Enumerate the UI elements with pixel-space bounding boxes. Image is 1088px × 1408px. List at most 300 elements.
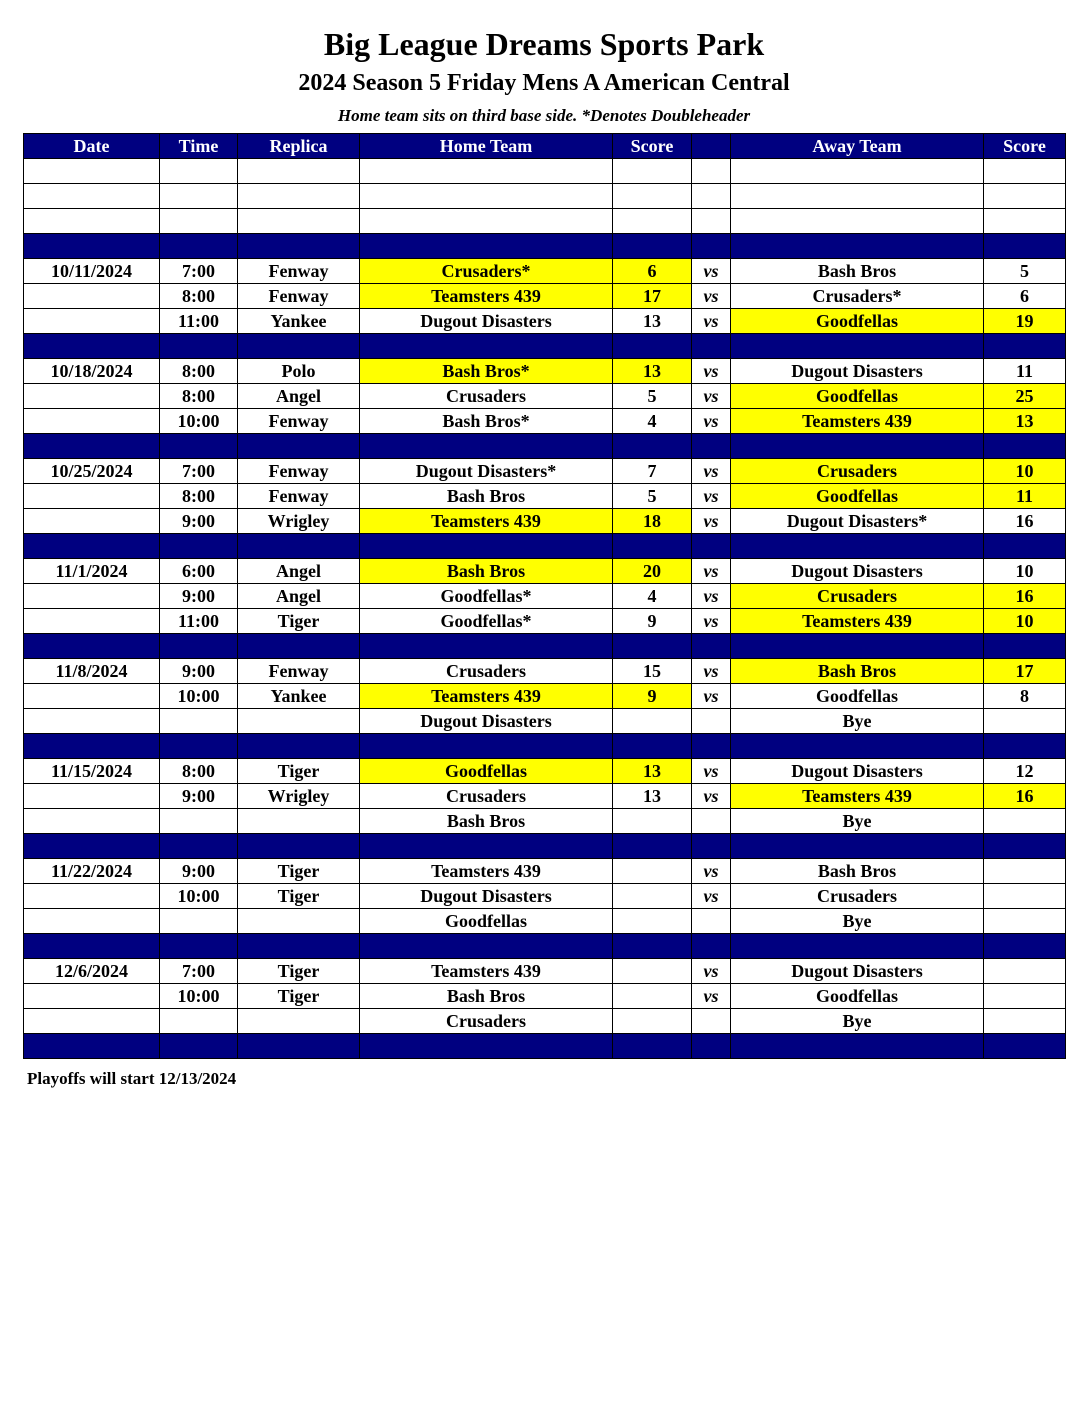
replica-cell: [238, 809, 360, 834]
home-score-cell: 18: [613, 509, 692, 534]
home-team-cell: Dugout Disasters: [360, 309, 613, 334]
separator-row: [24, 234, 1066, 259]
separator-cell: [238, 734, 360, 759]
home-team-cell: Dugout Disasters: [360, 884, 613, 909]
time-cell: 9:00: [160, 784, 238, 809]
time-cell: 8:00: [160, 284, 238, 309]
away-team-cell: Bye: [731, 909, 984, 934]
home-score-cell: [613, 809, 692, 834]
away-score-cell: 16: [984, 509, 1066, 534]
separator-cell: [613, 534, 692, 559]
vs-cell: vs: [692, 609, 731, 634]
blank-cell: [160, 184, 238, 209]
separator-cell: [692, 634, 731, 659]
away-team-cell: Dugout Disasters: [731, 559, 984, 584]
away-score-cell: [984, 959, 1066, 984]
separator-cell: [238, 634, 360, 659]
away-score-cell: [984, 909, 1066, 934]
time-cell: 9:00: [160, 859, 238, 884]
game-row: [24, 559, 1066, 584]
game-row: [24, 984, 1066, 1009]
separator-cell: [360, 1034, 613, 1059]
vs-cell: [692, 709, 731, 734]
blank-cell: [360, 159, 613, 184]
home-score-cell: 9: [613, 684, 692, 709]
away-team-cell: Bash Bros: [731, 259, 984, 284]
home-score-cell: 13: [613, 759, 692, 784]
home-team-cell: Goodfellas: [360, 759, 613, 784]
separator-cell: [731, 734, 984, 759]
away-score-cell: [984, 1009, 1066, 1034]
away-score-cell: [984, 809, 1066, 834]
home-team-cell: Teamsters 439: [360, 684, 613, 709]
home-score-cell: 4: [613, 584, 692, 609]
blank-cell: [613, 184, 692, 209]
replica-cell: Tiger: [238, 984, 360, 1009]
home-score-cell: [613, 959, 692, 984]
separator-cell: [160, 434, 238, 459]
away-score-cell: 8: [984, 684, 1066, 709]
date-cell: [24, 1009, 160, 1034]
home-score-cell: 4: [613, 409, 692, 434]
date-cell: 11/1/2024: [24, 559, 160, 584]
blank-cell: [984, 209, 1066, 234]
date-cell: [24, 884, 160, 909]
blank-cell: [238, 159, 360, 184]
replica-cell: Fenway: [238, 259, 360, 284]
away-team-cell: Bye: [731, 809, 984, 834]
away-team-cell: Bash Bros: [731, 659, 984, 684]
home-team-cell: Bash Bros: [360, 559, 613, 584]
away-score-cell: 10: [984, 459, 1066, 484]
home-score-cell: 5: [613, 484, 692, 509]
date-cell: [24, 484, 160, 509]
replica-cell: Tiger: [238, 759, 360, 784]
home-score-cell: 17: [613, 284, 692, 309]
home-team-cell: Crusaders: [360, 384, 613, 409]
time-cell: 10:00: [160, 884, 238, 909]
date-cell: 11/22/2024: [24, 859, 160, 884]
separator-cell: [160, 334, 238, 359]
home-team-cell: Teamsters 439: [360, 509, 613, 534]
game-row: [24, 609, 1066, 634]
vs-cell: [692, 809, 731, 834]
game-row: [24, 459, 1066, 484]
away-score-cell: 5: [984, 259, 1066, 284]
vs-cell: vs: [692, 409, 731, 434]
home-score-cell: 13: [613, 309, 692, 334]
away-team-cell: Teamsters 439: [731, 409, 984, 434]
time-cell: 10:00: [160, 409, 238, 434]
blank-cell: [731, 184, 984, 209]
game-row: [24, 309, 1066, 334]
replica-cell: Wrigley: [238, 784, 360, 809]
separator-cell: [692, 534, 731, 559]
separator-cell: [613, 1034, 692, 1059]
schedule-table: [23, 133, 1066, 1059]
game-row: [24, 809, 1066, 834]
away-team-cell: Crusaders: [731, 884, 984, 909]
time-cell: 11:00: [160, 309, 238, 334]
home-team-cell: Teamsters 439: [360, 959, 613, 984]
game-row: [24, 909, 1066, 934]
away-score-cell: [984, 884, 1066, 909]
separator-cell: [731, 1034, 984, 1059]
col-header-away-team: Away Team: [731, 134, 984, 159]
home-team-cell: Bash Bros: [360, 984, 613, 1009]
time-cell: 10:00: [160, 684, 238, 709]
date-cell: 10/25/2024: [24, 459, 160, 484]
blank-row: [24, 209, 1066, 234]
separator-cell: [613, 934, 692, 959]
blank-cell: [731, 209, 984, 234]
home-team-cell: Bash Bros*: [360, 359, 613, 384]
away-team-cell: Crusaders*: [731, 284, 984, 309]
date-cell: 10/11/2024: [24, 259, 160, 284]
separator-cell: [731, 234, 984, 259]
date-cell: [24, 784, 160, 809]
away-score-cell: [984, 709, 1066, 734]
col-header-home-team: Home Team: [360, 134, 613, 159]
home-score-cell: 13: [613, 359, 692, 384]
separator-cell: [238, 434, 360, 459]
blank-cell: [160, 159, 238, 184]
away-team-cell: Teamsters 439: [731, 784, 984, 809]
separator-cell: [24, 334, 160, 359]
separator-cell: [24, 534, 160, 559]
home-score-cell: 5: [613, 384, 692, 409]
date-cell: [24, 609, 160, 634]
separator-cell: [984, 434, 1066, 459]
home-score-cell: [613, 1009, 692, 1034]
separator-cell: [731, 634, 984, 659]
replica-cell: Tiger: [238, 884, 360, 909]
replica-cell: Fenway: [238, 284, 360, 309]
schedule-note: Home team sits on third base side. *Denotes Doubleheader: [337, 106, 751, 125]
home-score-cell: [613, 909, 692, 934]
date-cell: [24, 709, 160, 734]
separator-cell: [613, 834, 692, 859]
separator-cell: [613, 634, 692, 659]
separator-cell: [238, 1034, 360, 1059]
separator-cell: [692, 434, 731, 459]
vs-cell: vs: [692, 284, 731, 309]
vs-cell: vs: [692, 459, 731, 484]
away-team-cell: Goodfellas: [731, 384, 984, 409]
separator-cell: [24, 934, 160, 959]
separator-cell: [984, 234, 1066, 259]
away-score-cell: 12: [984, 759, 1066, 784]
home-team-cell: Crusaders: [360, 784, 613, 809]
time-cell: 6:00: [160, 559, 238, 584]
separator-cell: [692, 734, 731, 759]
separator-cell: [984, 934, 1066, 959]
separator-cell: [731, 834, 984, 859]
separator-cell: [160, 534, 238, 559]
date-cell: [24, 909, 160, 934]
replica-cell: [238, 1009, 360, 1034]
separator-cell: [692, 334, 731, 359]
away-team-cell: Dugout Disasters: [731, 359, 984, 384]
game-row: [24, 284, 1066, 309]
away-team-cell: Crusaders: [731, 459, 984, 484]
away-team-cell: Bye: [731, 1009, 984, 1034]
vs-cell: vs: [692, 509, 731, 534]
separator-row: [24, 934, 1066, 959]
separator-row: [24, 834, 1066, 859]
separator-cell: [731, 534, 984, 559]
separator-cell: [24, 834, 160, 859]
vs-cell: vs: [692, 484, 731, 509]
blank-cell: [692, 209, 731, 234]
date-cell: [24, 984, 160, 1009]
game-row: [24, 659, 1066, 684]
home-team-cell: Bash Bros: [360, 809, 613, 834]
blank-cell: [24, 209, 160, 234]
time-cell: 8:00: [160, 384, 238, 409]
separator-cell: [360, 934, 613, 959]
separator-cell: [160, 834, 238, 859]
date-cell: 11/15/2024: [24, 759, 160, 784]
separator-cell: [613, 334, 692, 359]
replica-cell: Tiger: [238, 959, 360, 984]
header-row: [24, 134, 1066, 159]
date-cell: 10/18/2024: [24, 359, 160, 384]
separator-cell: [731, 934, 984, 959]
vs-cell: vs: [692, 559, 731, 584]
separator-cell: [160, 934, 238, 959]
game-row: [24, 1009, 1066, 1034]
home-team-cell: Teamsters 439: [360, 859, 613, 884]
date-cell: [24, 809, 160, 834]
separator-cell: [360, 634, 613, 659]
home-team-cell: Goodfellas*: [360, 609, 613, 634]
game-row: [24, 959, 1066, 984]
away-score-cell: 17: [984, 659, 1066, 684]
away-team-cell: Dugout Disasters: [731, 959, 984, 984]
separator-cell: [24, 434, 160, 459]
blank-cell: [731, 159, 984, 184]
vs-cell: vs: [692, 309, 731, 334]
replica-cell: Yankee: [238, 684, 360, 709]
separator-cell: [238, 934, 360, 959]
col-header-date: Date: [24, 134, 160, 159]
time-cell: 9:00: [160, 659, 238, 684]
replica-cell: Polo: [238, 359, 360, 384]
vs-cell: vs: [692, 984, 731, 1009]
separator-cell: [160, 234, 238, 259]
game-row: [24, 759, 1066, 784]
game-row: [24, 409, 1066, 434]
col-header-home-score: Score: [613, 134, 692, 159]
separator-cell: [160, 734, 238, 759]
separator-cell: [613, 234, 692, 259]
separator-row: [24, 334, 1066, 359]
separator-cell: [360, 434, 613, 459]
date-cell: [24, 684, 160, 709]
blank-cell: [238, 209, 360, 234]
away-score-cell: 10: [984, 559, 1066, 584]
blank-cell: [238, 184, 360, 209]
home-team-cell: Bash Bros*: [360, 409, 613, 434]
separator-row: [24, 434, 1066, 459]
separator-cell: [360, 334, 613, 359]
game-row: [24, 784, 1066, 809]
game-row: [24, 584, 1066, 609]
date-cell: [24, 309, 160, 334]
home-team-cell: Dugout Disasters*: [360, 459, 613, 484]
separator-cell: [984, 634, 1066, 659]
separator-cell: [238, 334, 360, 359]
time-cell: 7:00: [160, 459, 238, 484]
away-team-cell: Bye: [731, 709, 984, 734]
page-subtitle: 2024 Season 5 Friday Mens A American Central: [298, 70, 790, 96]
away-score-cell: 16: [984, 784, 1066, 809]
separator-cell: [731, 434, 984, 459]
away-team-cell: Goodfellas: [731, 484, 984, 509]
schedule-body: [24, 159, 1066, 1059]
home-team-cell: Crusaders*: [360, 259, 613, 284]
away-team-cell: Crusaders: [731, 584, 984, 609]
time-cell: [160, 809, 238, 834]
game-row: [24, 709, 1066, 734]
home-team-cell: Bash Bros: [360, 484, 613, 509]
date-cell: 12/6/2024: [24, 959, 160, 984]
replica-cell: Fenway: [238, 659, 360, 684]
replica-cell: Tiger: [238, 859, 360, 884]
blank-cell: [24, 184, 160, 209]
vs-cell: vs: [692, 259, 731, 284]
separator-cell: [360, 234, 613, 259]
separator-cell: [692, 834, 731, 859]
away-score-cell: 25: [984, 384, 1066, 409]
replica-cell: Fenway: [238, 484, 360, 509]
time-cell: 9:00: [160, 584, 238, 609]
blank-row: [24, 159, 1066, 184]
away-score-cell: 19: [984, 309, 1066, 334]
date-cell: [24, 384, 160, 409]
time-cell: [160, 909, 238, 934]
away-score-cell: [984, 984, 1066, 1009]
blank-cell: [613, 209, 692, 234]
vs-cell: vs: [692, 584, 731, 609]
separator-cell: [160, 1034, 238, 1059]
away-team-cell: Goodfellas: [731, 309, 984, 334]
replica-cell: [238, 709, 360, 734]
away-score-cell: 10: [984, 609, 1066, 634]
replica-cell: Fenway: [238, 409, 360, 434]
separator-cell: [613, 434, 692, 459]
vs-cell: vs: [692, 684, 731, 709]
vs-cell: vs: [692, 759, 731, 784]
page-title: Big League Dreams Sports Park: [323, 26, 765, 62]
time-cell: [160, 709, 238, 734]
game-row: [24, 509, 1066, 534]
time-cell: 11:00: [160, 609, 238, 634]
separator-row: [24, 534, 1066, 559]
separator-cell: [731, 334, 984, 359]
separator-row: [24, 1034, 1066, 1059]
time-cell: 8:00: [160, 759, 238, 784]
away-team-cell: Goodfellas: [731, 684, 984, 709]
home-team-cell: Dugout Disasters: [360, 709, 613, 734]
separator-cell: [692, 1034, 731, 1059]
vs-cell: vs: [692, 659, 731, 684]
blank-row: [24, 184, 1066, 209]
home-team-cell: Crusaders: [360, 1009, 613, 1034]
away-team-cell: Bash Bros: [731, 859, 984, 884]
separator-cell: [238, 834, 360, 859]
separator-cell: [160, 634, 238, 659]
replica-cell: Angel: [238, 384, 360, 409]
home-team-cell: Goodfellas*: [360, 584, 613, 609]
vs-cell: vs: [692, 384, 731, 409]
home-score-cell: [613, 859, 692, 884]
playoffs-note: Playoffs will start 12/13/2024: [27, 1069, 237, 1088]
home-score-cell: 9: [613, 609, 692, 634]
date-cell: [24, 584, 160, 609]
replica-cell: Fenway: [238, 459, 360, 484]
blank-cell: [24, 159, 160, 184]
separator-cell: [692, 234, 731, 259]
game-row: [24, 684, 1066, 709]
game-row: [24, 859, 1066, 884]
home-score-cell: 20: [613, 559, 692, 584]
replica-cell: Wrigley: [238, 509, 360, 534]
time-cell: 10:00: [160, 984, 238, 1009]
replica-cell: Tiger: [238, 609, 360, 634]
separator-cell: [984, 534, 1066, 559]
separator-cell: [24, 1034, 160, 1059]
vs-cell: vs: [692, 859, 731, 884]
home-team-cell: Teamsters 439: [360, 284, 613, 309]
game-row: [24, 884, 1066, 909]
separator-cell: [984, 1034, 1066, 1059]
vs-cell: vs: [692, 884, 731, 909]
time-cell: 8:00: [160, 359, 238, 384]
game-row: [24, 384, 1066, 409]
away-team-cell: Goodfellas: [731, 984, 984, 1009]
home-score-cell: 13: [613, 784, 692, 809]
vs-cell: vs: [692, 784, 731, 809]
away-score-cell: 11: [984, 359, 1066, 384]
vs-cell: [692, 909, 731, 934]
home-score-cell: 6: [613, 259, 692, 284]
time-cell: 7:00: [160, 959, 238, 984]
away-score-cell: 6: [984, 284, 1066, 309]
away-team-cell: Teamsters 439: [731, 609, 984, 634]
time-cell: 8:00: [160, 484, 238, 509]
home-score-cell: [613, 884, 692, 909]
separator-cell: [613, 734, 692, 759]
time-cell: [160, 1009, 238, 1034]
blank-cell: [613, 159, 692, 184]
home-score-cell: 15: [613, 659, 692, 684]
separator-cell: [24, 234, 160, 259]
col-header-away-score: Score: [984, 134, 1066, 159]
away-score-cell: [984, 859, 1066, 884]
date-cell: [24, 509, 160, 534]
time-cell: 9:00: [160, 509, 238, 534]
time-cell: 7:00: [160, 259, 238, 284]
date-cell: [24, 409, 160, 434]
separator-row: [24, 734, 1066, 759]
away-score-cell: 13: [984, 409, 1066, 434]
separator-cell: [984, 334, 1066, 359]
vs-cell: vs: [692, 359, 731, 384]
replica-cell: Angel: [238, 584, 360, 609]
home-score-cell: [613, 984, 692, 1009]
